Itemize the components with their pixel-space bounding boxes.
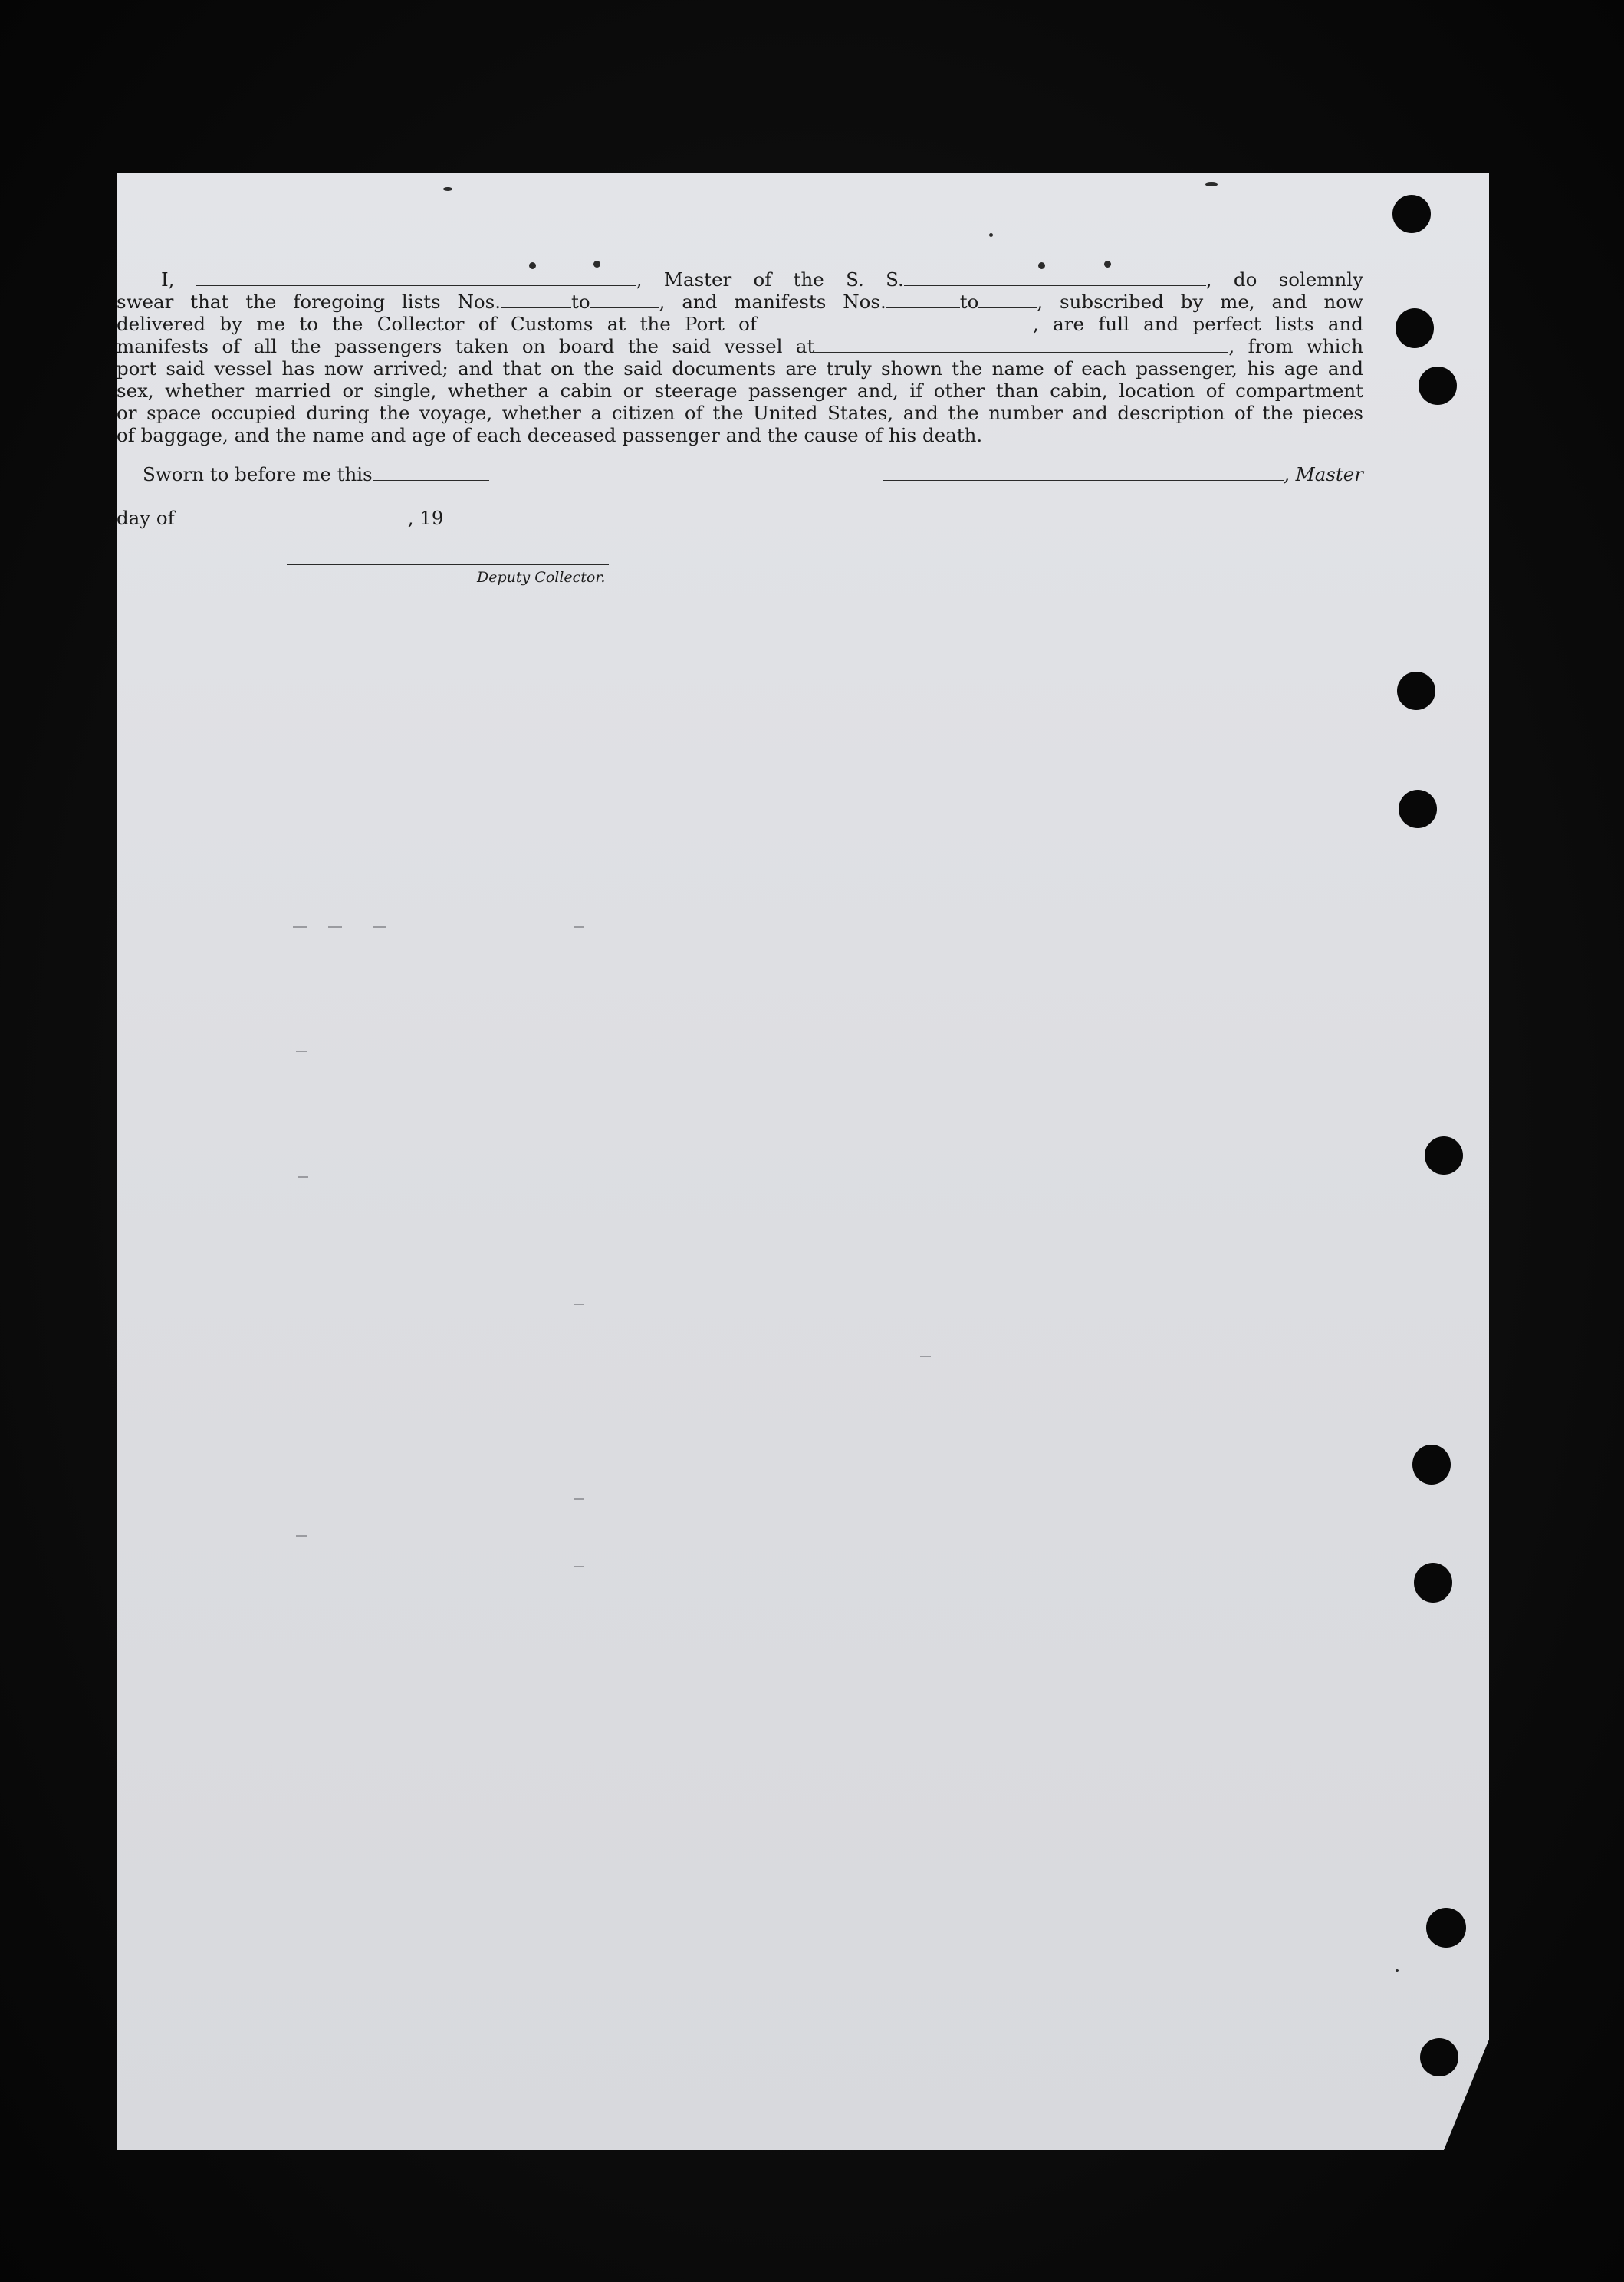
blank-manifest-to[interactable] [978, 291, 1037, 308]
speck [593, 261, 600, 268]
bleed-through-mark [298, 1176, 308, 1178]
blank-port[interactable] [757, 313, 1033, 330]
oath-line [117, 268, 1363, 291]
deputy-signature-rule[interactable] [287, 564, 609, 565]
bleed-through-mark [296, 1535, 307, 1537]
bleed-through-mark [574, 1304, 584, 1305]
oath-text: to [571, 291, 590, 314]
master-signature-line [883, 463, 1363, 485]
bleed-through-mark [373, 926, 386, 928]
bleed-through-mark [293, 926, 307, 928]
bleed-through-mark [920, 1356, 931, 1357]
punch-hole [1419, 367, 1457, 405]
oath-text: , do solemnly [1205, 268, 1363, 291]
speck [1396, 1969, 1399, 1972]
blank-embark-port[interactable] [814, 335, 1228, 353]
bleed-through-mark [574, 1566, 584, 1567]
bleed-through-mark [296, 1051, 307, 1052]
punch-hole [1392, 195, 1431, 233]
punch-hole [1397, 672, 1435, 710]
year-prefix: , 19 [407, 507, 444, 530]
day-of-text: day of [117, 507, 175, 530]
oath-line [117, 335, 1363, 357]
bleed-through-mark [574, 926, 584, 928]
blank-sworn-day[interactable] [373, 463, 489, 481]
oath-line: or space occupied during the voyage, whether a citizen of the United States, and the number and description of the pieces [117, 402, 1363, 425]
speck [989, 233, 993, 237]
punch-hole [1414, 1563, 1452, 1603]
blank-year[interactable] [444, 507, 488, 524]
punch-hole [1425, 1136, 1463, 1175]
punch-hole [1426, 1908, 1466, 1948]
day-of-line [117, 507, 488, 529]
sworn-text: Sworn to before me this [143, 463, 373, 486]
oath-text: delivered by me to the Collector of Customs at the Port of [117, 313, 757, 336]
blank-master-signature[interactable] [883, 463, 1284, 481]
speck [443, 187, 452, 191]
punch-hole [1399, 790, 1437, 828]
speck [1104, 261, 1111, 268]
oath-paragraph [117, 268, 1363, 446]
oath-line: sex, whether married or single, whether a cabin or steerage passenger and, if other than cabin, location of compartment [117, 380, 1363, 403]
oath-text: I, [161, 268, 175, 291]
oath-text: , from which [1228, 335, 1363, 358]
signature-block [117, 463, 1363, 586]
oath-line [117, 313, 1363, 335]
blank-master-name[interactable] [196, 268, 636, 286]
punch-hole [1420, 2038, 1458, 2076]
bleed-through-mark [328, 926, 342, 928]
blank-manifest-from[interactable] [886, 291, 960, 308]
blank-month[interactable] [175, 507, 408, 524]
oath-line: port said vessel has now arrived; and that on the said documents are truly shown the name of each passenger, his age and [117, 357, 1363, 380]
punch-hole [1412, 1445, 1451, 1485]
oath-form [117, 268, 1363, 586]
master-label: , Master [1284, 463, 1363, 486]
bleed-through-mark [574, 1498, 584, 1500]
oath-line [117, 291, 1363, 313]
punch-hole [1396, 308, 1434, 348]
oath-text: to [959, 291, 979, 314]
oath-text: , subscribed by me, and now [1037, 291, 1363, 314]
speck [1205, 182, 1218, 186]
oath-text: manifests of all the passengers taken on board the said vessel at [117, 335, 815, 358]
oath-text: , are full and perfect lists and [1033, 313, 1363, 336]
oath-text: , and manifests Nos. [659, 291, 886, 314]
blank-list-to[interactable] [590, 291, 659, 308]
blank-ship-name[interactable] [904, 268, 1206, 286]
sworn-line [143, 463, 489, 485]
oath-text: , Master of the S. S. [636, 268, 904, 291]
oath-line: of baggage, and the name and age of each deceased passenger and the cause of his death. [117, 424, 983, 447]
oath-text: swear that the foregoing lists Nos. [117, 291, 501, 314]
blank-list-from[interactable] [501, 291, 571, 308]
deputy-collector-label: Deputy Collector. [477, 569, 606, 587]
